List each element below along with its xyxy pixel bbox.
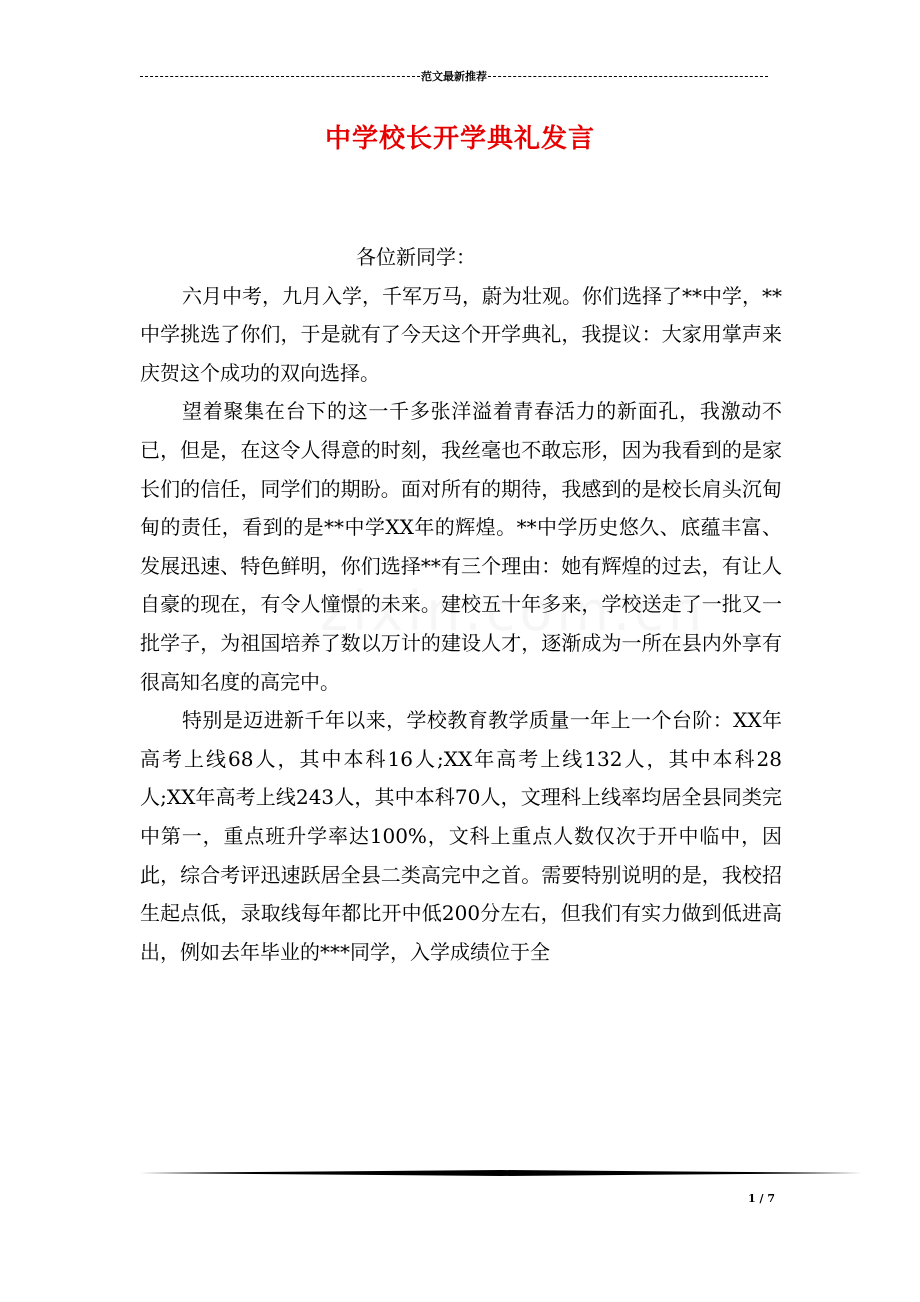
paragraph-1: 六月中考，九月入学，千军万马，蔚为壮观。你们选择了**中学，**中学挑选了你们，于是就有了今天这个开学典礼，我提议：大家用掌声来庆贺这个成功的双向选择。 [140,283,782,385]
salutation: 各位新同学： [356,245,476,269]
paragraph-3: 特别是迈进新千年以来，学校教育教学质量一年上一个台阶：XX年高考上线68人，其中本科16人;XX年高考上线132人，其中本科28人;XX年高考上线243人，其中本科70人，文理科上线率均居全县同类完中第一，重点班升学率达100%，文科上重点人数仅次于开中临中，因此，综合考评迅速跃居全县二类高完中之首。需要特别说明的是，我校招生起点低，录取线每年都比开中低200分左右，但我们有实力做到低进高出，例如去年毕业的***同学，入学成绩位于全 [140,708,782,964]
footer-divider [140,1170,862,1176]
document-title: 中学校长开学典礼发言 [324,124,595,154]
page-header [140,66,768,86]
document-body [140,238,782,971]
header-label: 范文最新推荐 [421,70,487,83]
header-right-dashes [488,76,768,77]
page-number: 1 / 7 [748,1192,775,1205]
header-left-dashes [140,76,420,77]
paragraph-2: 望着聚集在台下的这一千多张洋溢着青春活力的新面孔，我激动不已，但是，在这令人得意的时刻，我丝毫也不敢忘形，因为我看到的是家长们的信任，同学们的期盼。面对所有的期待，我感到的是校长肩头沉甸甸的责任，看到的是**中学XX年的辉煌。**中学历史悠久、底蕴丰富、发展迅速、特色鲜明，你们选择**有三个理由：她有辉煌的过去，有让人自豪的现在，有令人憧憬的未来。建校五十年多来，学校送走了一批又一批学子，为祖国培养了数以万计的建设人才，逐渐成为一所在县内外享有很高知名度的高完中。 [140,399,782,694]
